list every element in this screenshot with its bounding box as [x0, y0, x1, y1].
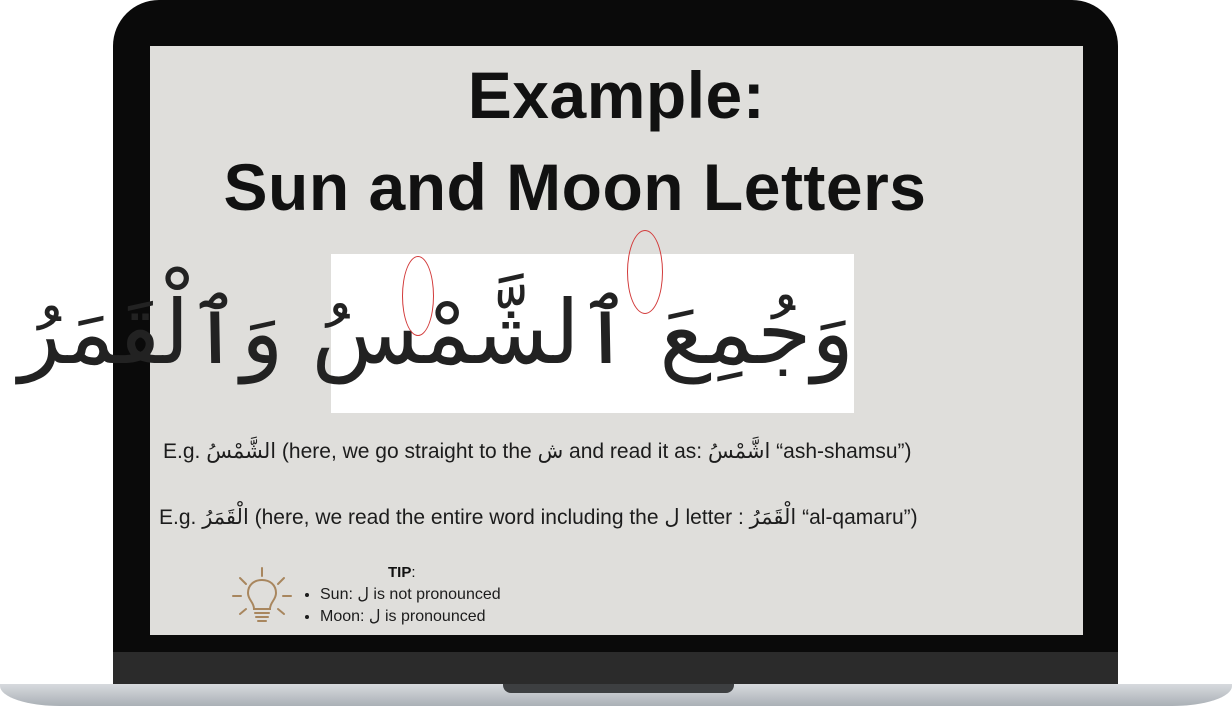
example-moon: E.g. الْقَمَرُ (here, we read the entire word including the ل letter : الْقَمَرُ “al-qamaru”) — [159, 506, 918, 529]
tip-heading: TIP: — [388, 564, 416, 581]
arabic-verse: وَجُمِعَ ٱلشَّمْسُ وَٱلْقَمَرُ — [18, 281, 854, 384]
slide-title-line1: Example: — [467, 58, 766, 132]
slide-screen — [18, 46, 1083, 635]
tip-item-moon: • Moon: ل is pronounced — [320, 606, 501, 628]
tip-list — [302, 584, 501, 628]
tip-item-sun: • Sun: ل is not pronounced — [320, 584, 501, 606]
laptop-chin — [113, 652, 1118, 688]
lightbulb-icon — [230, 566, 294, 630]
laptop-notch — [503, 684, 734, 693]
verse-image — [18, 254, 854, 413]
sun-letter-circle — [627, 230, 663, 314]
slide-title-line2: Sun and Moon Letters — [223, 150, 927, 224]
example-sun: E.g. الشَّمْسُ (here, we go straight to the ش and read it as: اشَّمْسُ “ash-shamsu”) — [163, 440, 912, 463]
moon-letter-circle — [402, 256, 434, 336]
